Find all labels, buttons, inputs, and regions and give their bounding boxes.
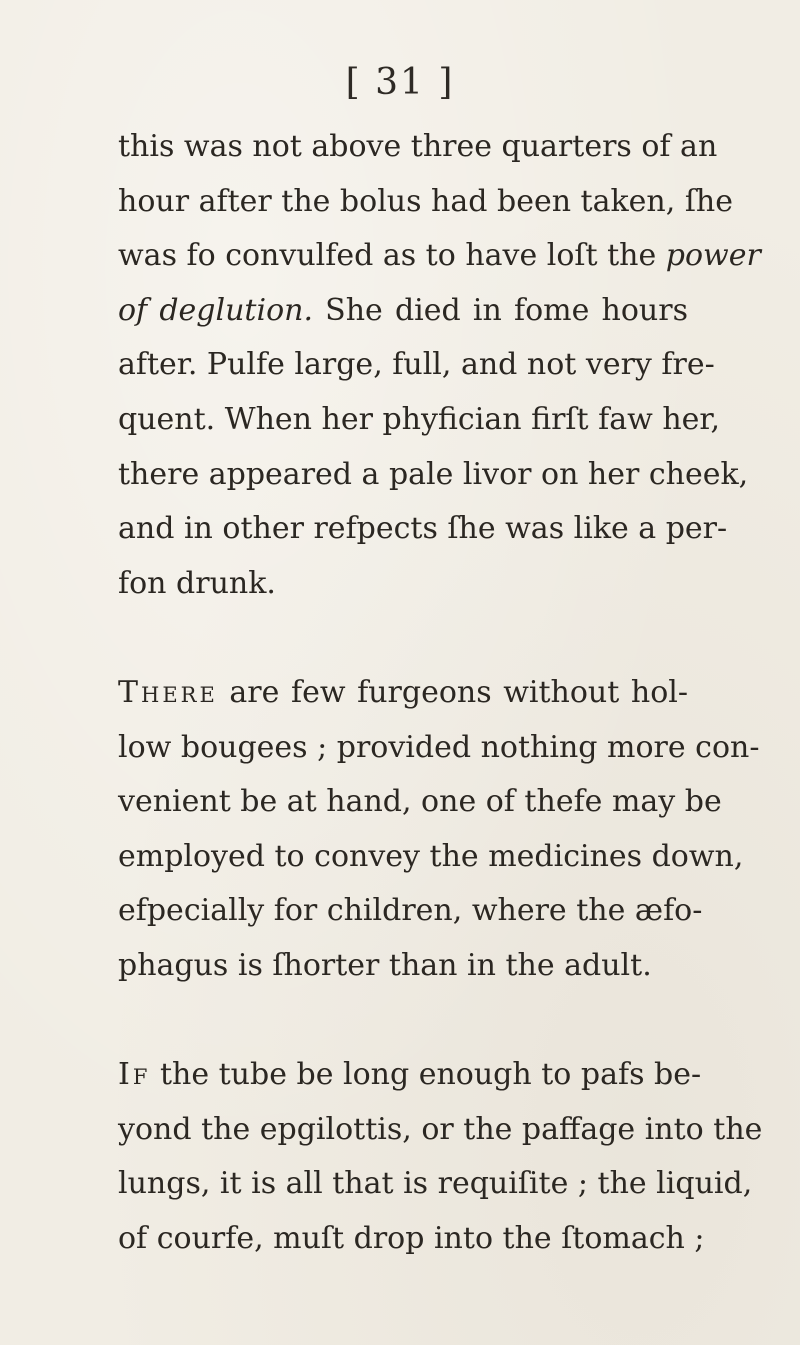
paragraph-gap: [118, 994, 688, 1049]
text-line: lungs, it is all that is requiſite ; the liquid,: [118, 1166, 753, 1202]
text-line: and in other refpects ſhe was like a per-: [118, 511, 728, 547]
text-line: [118, 1048, 702, 1103]
text-line: yond the epgilottis, or the paffage into the: [118, 1111, 763, 1147]
text-segment: are few furgeons without hol-: [217, 674, 688, 710]
page-number: [ 31 ]: [345, 62, 455, 103]
text-line: of courfe, muſt drop into the ſtomach ;: [118, 1220, 705, 1256]
italic-phrase: of deglution.: [118, 292, 313, 328]
text-line: low bougees ; provided nothing more con-: [118, 729, 760, 765]
paragraph-2: [118, 666, 760, 994]
text-line: [118, 284, 688, 339]
text-line: phagus is ſhorter than in the adult.: [118, 947, 652, 983]
text-segment: She died in fome hours: [313, 292, 688, 328]
smallcaps-lead: There: [118, 674, 218, 710]
text-line: this was not above three quarters of an: [118, 129, 718, 164]
text-line: there appeared a pale livor on her cheek,: [118, 456, 749, 492]
text-line: efpecially for children, where the æfo-: [118, 893, 703, 929]
text-line: venient be at hand, one of thefe may be: [118, 784, 722, 820]
paragraph-3: [118, 1048, 763, 1266]
text-line: quent. When her phyfician firſt faw her,: [118, 401, 720, 437]
text-line: hour after the bolus had been taken, ſhe: [118, 183, 733, 219]
paragraph-gap: [118, 611, 688, 666]
paragraph-1: [118, 120, 761, 611]
body-text: [118, 120, 763, 1266]
italic-phrase: power: [665, 238, 761, 274]
text-line: [118, 229, 761, 284]
text-segment: the tube be long enough to pafs be-: [150, 1057, 702, 1093]
text-segment: was fo convulfed as to have loſt the: [118, 238, 666, 274]
smallcaps-lead: If: [118, 1057, 151, 1093]
text-line: employed to convey the medicines down,: [118, 838, 744, 874]
text-line: fon drunk.: [118, 565, 276, 601]
text-line: [118, 666, 688, 721]
text-line: after. Pulfe large, full, and not very fre-: [118, 347, 715, 383]
